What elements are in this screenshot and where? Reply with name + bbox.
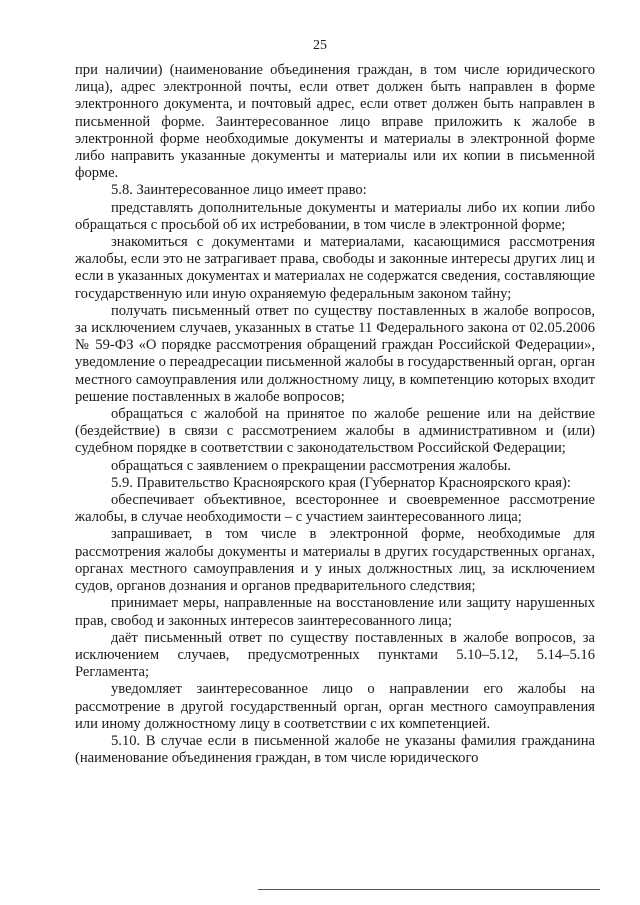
paragraph: представлять дополнительные документы и материалы либо их копии либо обращаться с просьбой об их истребовании, в том числе в электронной форме; xyxy=(75,199,595,233)
paragraph: обращаться с заявлением о прекращении рассмотрения жалобы. xyxy=(111,457,511,474)
paragraph: принимает меры, направленные на восстановление или защиту нарушенных прав, свобод и законных интересов заинтересованного лица; xyxy=(75,595,595,629)
paragraph: знакомиться с документами и материалами, касающимися рассмотрения жалобы, если это не затрагивает права, свободы и законные интересы других лиц и если в указанных документах и материалах не содержатся сведения, составляющие государственную или иную охраняемую федеральным законом тайну; xyxy=(75,234,595,302)
paragraph: уведомляет заинтересованное лицо о направлении его жалобы на рассмотрение в другой государственный орган, орган местного самоуправления или иному должностному лицу в соответствии с их компетенцией. xyxy=(75,681,595,732)
page-number: 25 xyxy=(313,38,327,53)
paragraph: 5.8. Заинтересованное лицо имеет право: xyxy=(111,182,367,199)
paragraph: получать письменный ответ по существу поставленных в жалобе вопросов, за исключением случаев, указанных в статье 11 Федерального закона от 02.05.2006 № 59-ФЗ «О порядке рассмотрения обращений граждан Российской Федерации», уведомление о переадресации письменной жалобы в государственный орган, орган местного самоуправления или должностному лицу, в компетенцию которых входит решение поставленных в жалобе вопросов; xyxy=(75,302,595,405)
paragraph: обращаться с жалобой на принятое по жалобе решение или на действие (бездействие) в связи с рассмотрением жалобы в административном и (или) судебном порядке в соответствии с законодательством Российской Федерации; xyxy=(75,406,595,457)
paragraph: 5.9. Правительство Красноярского края (Губернатор Красноярского края): xyxy=(111,474,571,491)
paragraph: обеспечивает объективное, всестороннее и своевременное рассмотрение жалобы, в случае необходимости – с участием заинтересованного лица; xyxy=(75,492,595,526)
paragraph: 5.10. В случае если в письменной жалобе не указаны фамилия гражданина (наименование объединения граждан, в том числе юридического xyxy=(75,732,595,767)
paragraph: при наличии) (наименование объединения граждан, в том числе юридического лица), адрес электронной почты, если ответ должен быть направлен в форме электронного документа, и почтовый адрес, если ответ должен быть направлен в письменной форме. Заинтересованное лицо вправе приложить к жалобе в электронной форме необходимые документы и материалы в электронной форме либо направить указанные документы и материалы или их копии в письменной форме. xyxy=(75,62,595,182)
document-body xyxy=(75,62,595,767)
footer-rule xyxy=(258,889,600,890)
paragraph: запрашивает, в том числе в электронной форме, необходимые для рассмотрения жалобы документы и материалы в других государственных органах, органах местного самоуправления и у иных должностных лиц, за исключением судов, органов дознания и органов предварительного следствия; xyxy=(75,526,595,595)
paragraph: даёт письменный ответ по существу поставленных в жалобе вопросов, за исключением случаев, предусмотренных пунктами 5.10–5.12, 5.14–5.16 Регламента; xyxy=(75,629,595,681)
